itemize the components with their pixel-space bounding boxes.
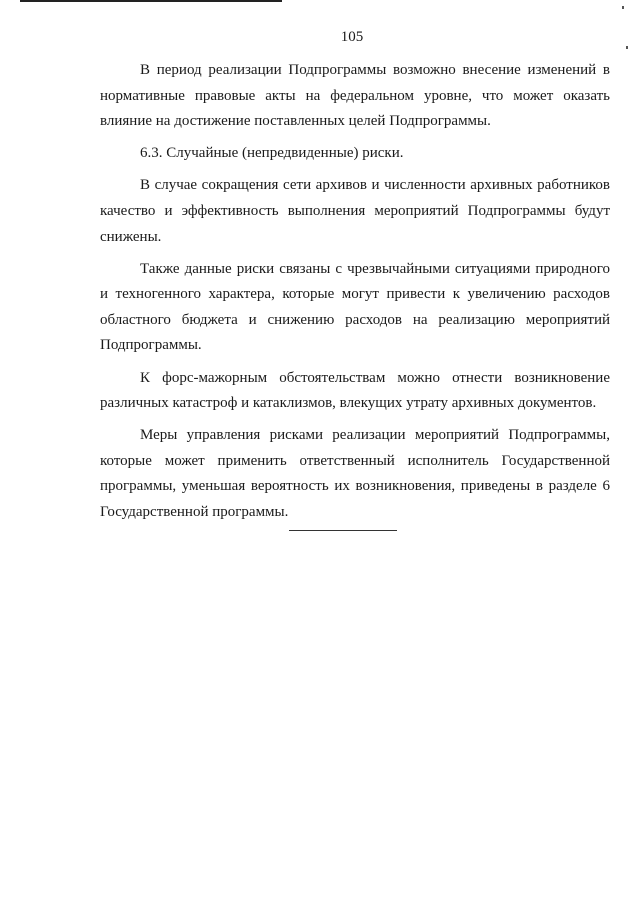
end-of-section-rule — [289, 530, 397, 531]
page-number: 105 — [340, 29, 364, 45]
paragraph-force-majeure: К форс-мажорным обстоятельствам можно отнести возникновение различных катастроф и катаклизмов, влекущих утрату архивных документов. — [100, 369, 610, 412]
paragraph-emergencies: Также данные риски связаны с чрезвычайными ситуациями природного и техногенного характера, которые могут привести к увеличению расходов областного бюджета и снижению расходов на реализацию мероприятий Подпрограммы. — [100, 260, 610, 354]
section-heading-random-risks: 6.3. Случайные (непредвиденные) риски. — [140, 145, 404, 162]
paragraph-legal-acts: В период реализации Подпрограммы возможно внесение изменений в нормативные правовые акты на федеральном уровне, что может оказать влияние на достижение поставленных целей Подпрограммы. — [100, 62, 610, 130]
top-scan-rule — [20, 0, 282, 2]
paragraph-archive-reduction: В случае сокращения сети архивов и численности архивных работников качество и эффективность выполнения мероприятий Подпрограммы будут снижены. — [100, 177, 610, 245]
document-body — [100, 58, 610, 532]
scan-speck — [622, 6, 624, 9]
paragraph-risk-management: Меры управления рисками реализации мероприятий Подпрограммы, которые может применить ответственный исполнитель Государственной программы, уменьшая вероятность их возникновения, приведены в разделе 6 Государственной программы. — [100, 427, 610, 520]
scan-speck — [626, 46, 628, 49]
